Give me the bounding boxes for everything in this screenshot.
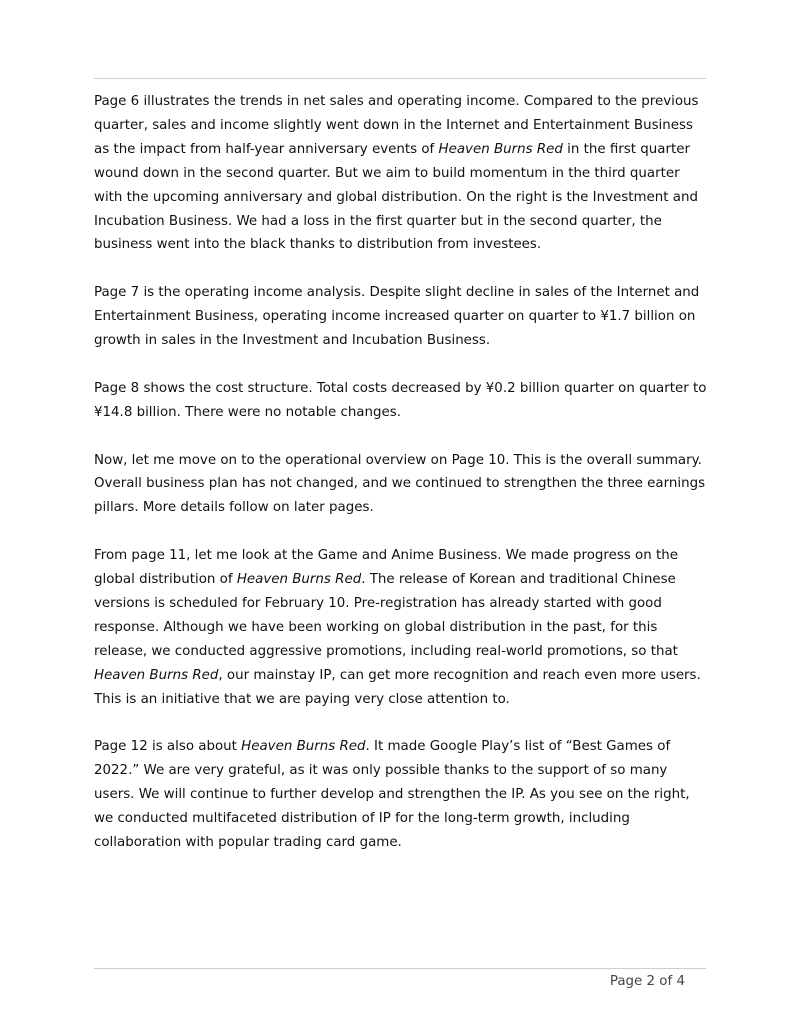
paragraph-5-text-2: . The release of Korean and traditional Chinese versions is scheduled for February 10. Pre-registration has already started with good response. Although we have been working on global distribution in the past, for this release, we conducted aggressive promotions, including real-world promotions, so that <box>94 572 678 659</box>
page-number: Page 2 of 4 <box>609 974 685 989</box>
paragraph-5-title-1: Heaven Burns Red <box>236 572 362 588</box>
paragraph-3 <box>94 377 708 425</box>
paragraph-2-text-1: Page 7 is the operating income analysis. Despite slight decline in sales of the Internet and Entertainment Business, operating income increased quarter on quarter to ¥1.7 billion on growth in sales in the Investment and Incubation Business. <box>94 285 700 349</box>
paragraph-6-text-1: Page 12 is also about <box>94 739 242 755</box>
paragraph-5-text-1: From page 11, let me look at the Game and Anime Business. We made progress on the global distribution of <box>94 548 678 588</box>
paragraph-2 <box>94 281 708 353</box>
paragraph-4 <box>94 449 708 521</box>
paragraph-5-title-2: Heaven Burns Red <box>94 667 219 683</box>
header-rule <box>94 78 706 79</box>
footer-rule <box>94 968 706 969</box>
paragraph-4-text-1: Now, let me move on to the operational overview on Page 10. This is the overall summary. Overall business plan has not changed, and we continued to strengthen the three earnings pillars. More details follow on later pages. <box>94 452 706 516</box>
paragraph-5 <box>94 544 708 711</box>
paragraph-5-text-3: , our mainstay IP, can get more recognition and reach even more users. This is an initiative that we are paying very close attention to. <box>94 667 701 707</box>
paragraph-6-text-2: . It made Google Play’s list of “Best Games of 2022.” We are very grateful, as it was only possible thanks to the support of so many users. We will continue to further develop and strengthen the IP. As you see on the right, we conducted multifaceted distribution of IP for the long-term growth, including collaboration with popular trading card game. <box>94 739 690 851</box>
paragraph-6-title-1: Heaven Burns Red <box>241 739 366 755</box>
paragraph-6 <box>94 735 708 855</box>
document-body <box>94 90 708 879</box>
paragraph-1 <box>94 90 708 257</box>
paragraph-1-title-1: Heaven Burns Red <box>438 141 563 157</box>
paragraph-1-text-2: in the first quarter wound down in the second quarter. But we aim to build momentum in the third quarter with the upcoming anniversary and global distribution. On the right is the Investment and Incubation Business. We had a loss in the first quarter but in the second quarter, the business went into the black thanks to distribution from investees. <box>94 141 698 253</box>
paragraph-1-text-1: Page 6 illustrates the trends in net sales and operating income. Compared to the previous quarter, sales and income slightly went down in the Internet and Entertainment Business as the impact from half-year anniversary events of <box>94 94 699 157</box>
paragraph-3-text-1: Page 8 shows the cost structure. Total costs decreased by ¥0.2 billion quarter on quarter to ¥14.8 billion. There were no notable changes. <box>94 380 707 420</box>
